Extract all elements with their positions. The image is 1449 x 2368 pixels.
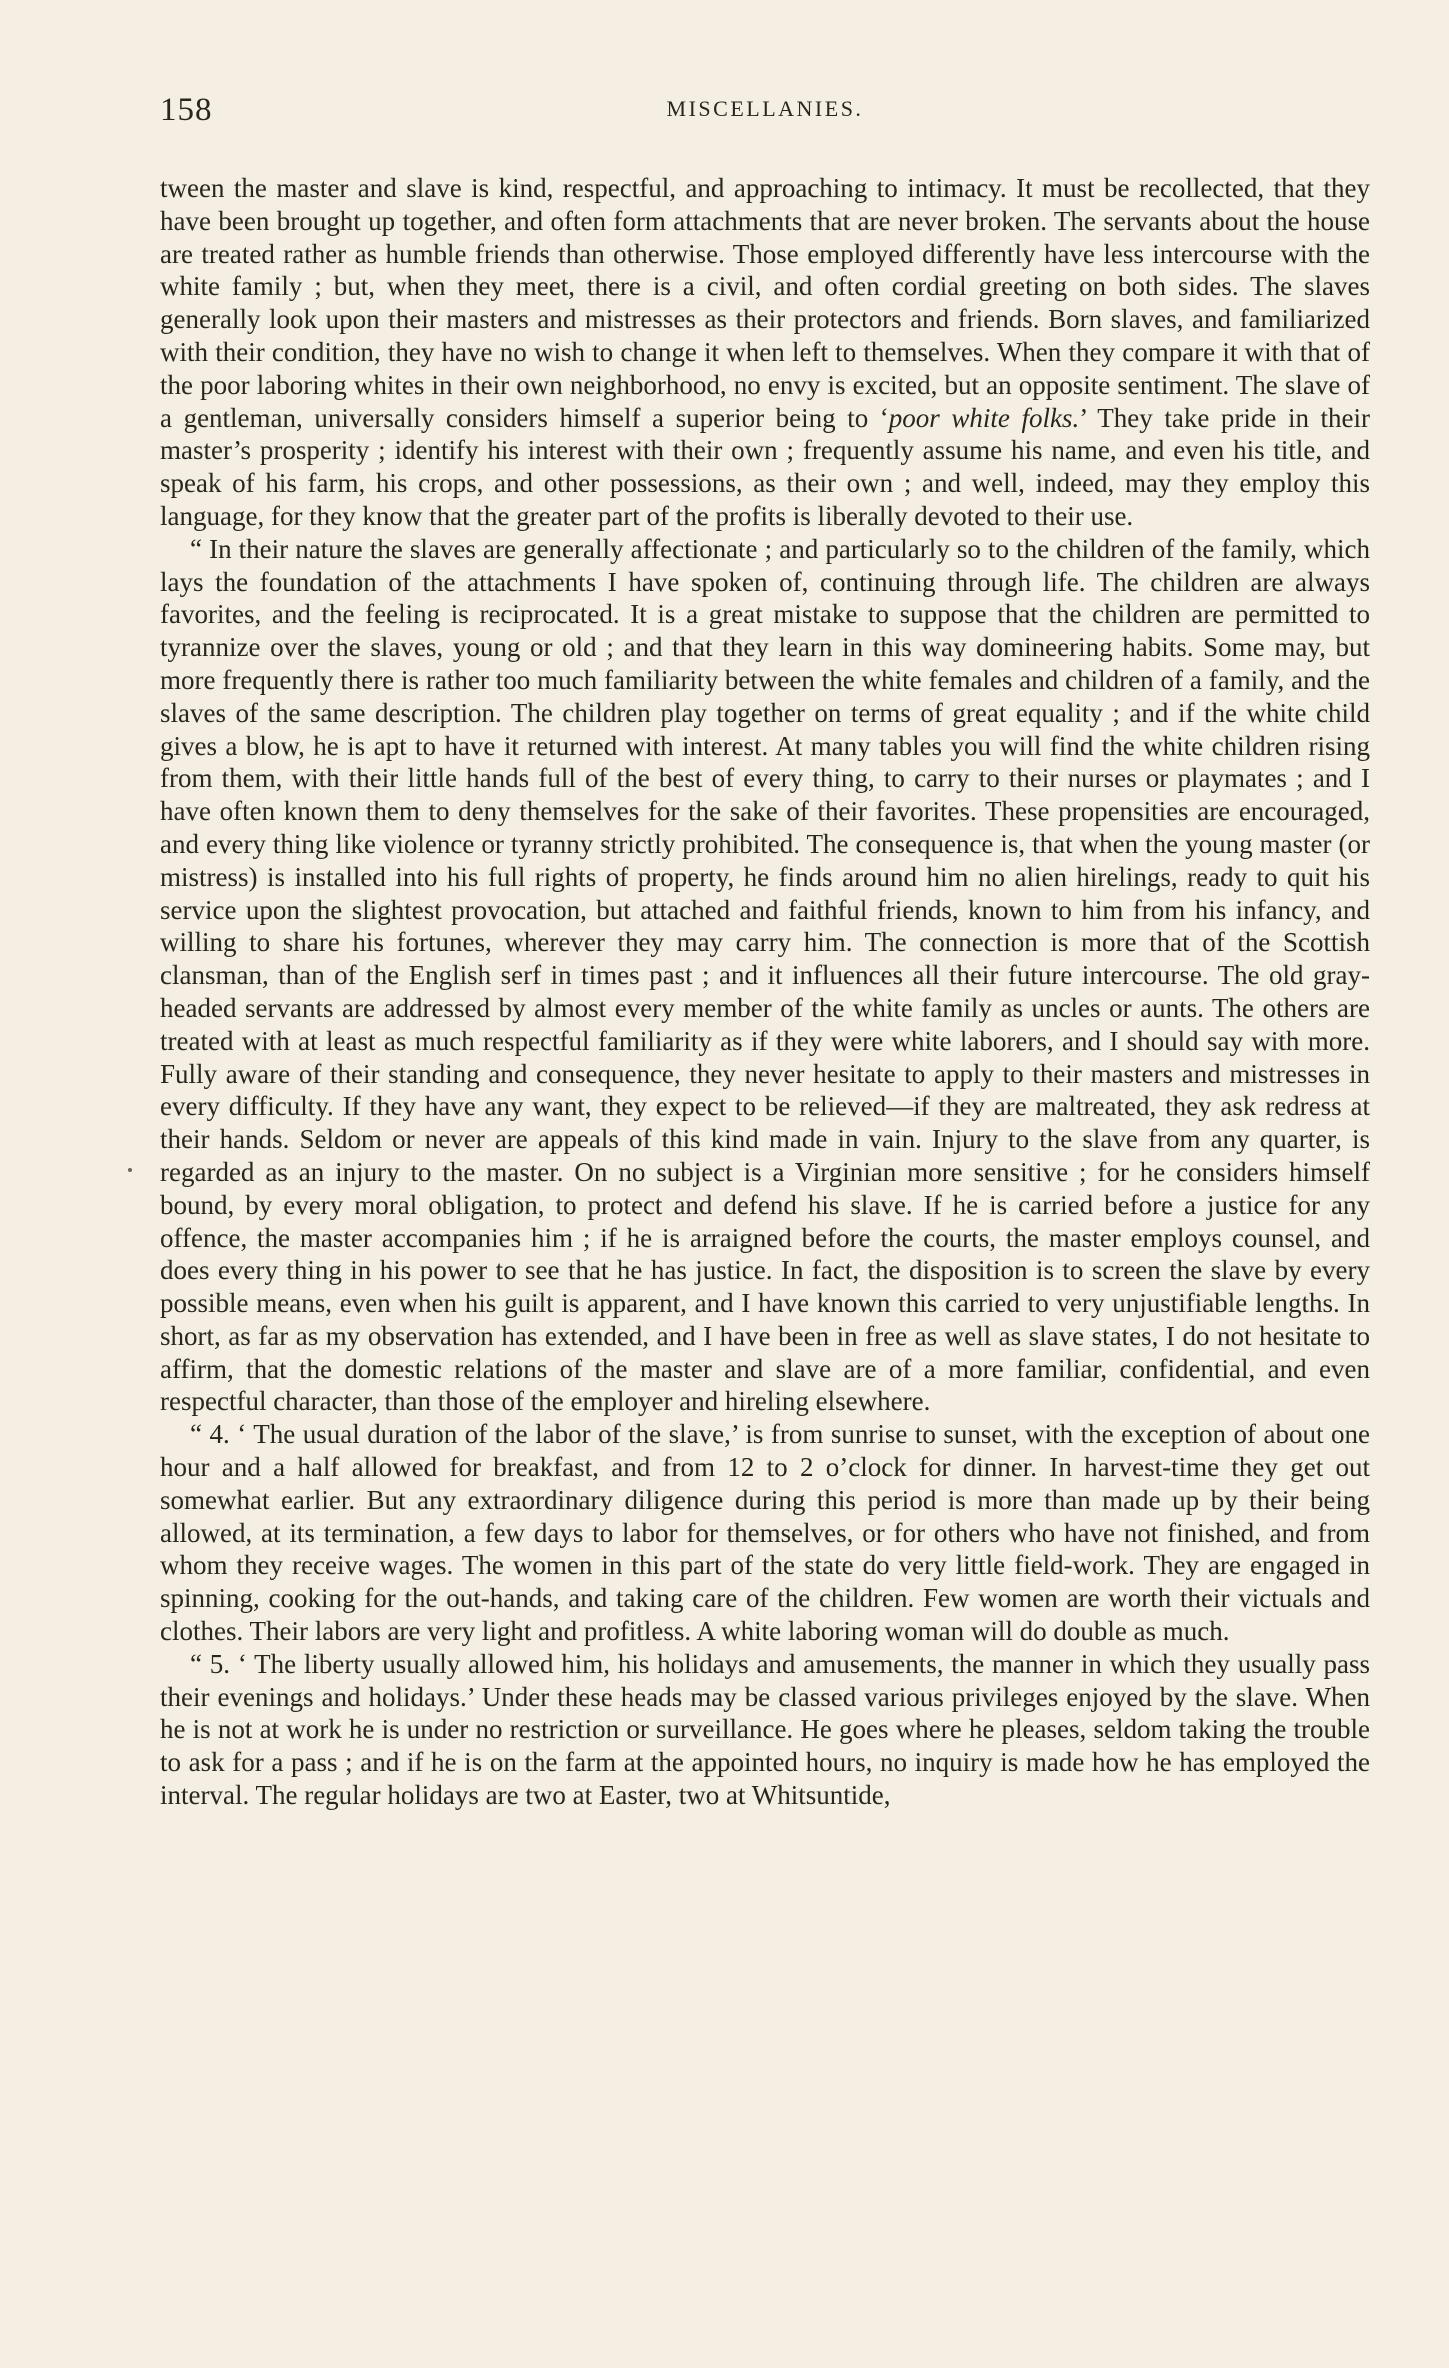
paragraph-text: “ 5. ‘ The liberty usually allowed him, his holidays and amusements, the manner in which they usually pass their evenings and holidays.’ Under these heads may be classed various privileges enjoyed by the slave. When he is not at work he is under no restriction or surveillance. He goes where he pleases, seldom taking the trouble to ask for a pass ; and if he is on the farm at the appointed hours, no inquiry is made how he has employed the interval. The regular holidays are two at Easter, two at Whitsuntide, [160,1648,1370,1811]
body-text [160,172,1370,1812]
running-head [160,92,1370,132]
margin-mark [128,1168,132,1172]
paragraph [160,1648,1370,1812]
paragraph [160,172,1370,533]
paragraph [160,533,1370,1419]
paragraph-text: “ In their nature the slaves are generally affectionate ; and particularly so to the children of the family, which lays the foundation of the attachments I have spoken of, continuing through life. The children are always favorites, and the feeling is reciprocated. It is a great mistake to suppose that the children are permitted to tyrannize over the slaves, young or old ; and that they learn in this way domineering habits. Some may, but more frequently there is rather too much familiarity between the white females and children of a family, and the slaves of the same description. The children play together on terms of great equality ; and if the white child gives a blow, he is apt to have it returned with interest. At many tables you will find the white children rising from them, with their little hands full of the best of every thing, to carry to their nurses or playmates ; and I have often known them to deny themselves for the sake of their favorites. These propensities are encouraged, and every thing like violence or tyranny strictly prohibited. The consequence is, that when the young master (or mistress) is installed into his full rights of property, he finds around him no alien hirelings, ready to quit his service upon the slightest provocation, but attached and faithful friends, known to him from his infancy, and willing to share his fortunes, wherever they may carry him. The connection is more that of the Scottish clansman, than of the English serf in times past ; and it influences all their future intercourse. The old gray-headed servants are addressed by almost every member of the white family as uncles or aunts. The others are treated with at least as much respectful familiarity as if they were white laborers, and I should say with more. Fully aware of their standing and consequence, they never hesitate to apply to their masters and mistresses in every difficulty. If they have any want, they expect to be relieved—if they are maltreated, they ask redress at their hands. Seldom or never are appeals of this kind made in vain. Injury to the slave from any quarter, is regarded as an injury to the master. On no subject is a Virginian more sensitive ; for he considers himself bound, by every moral obligation, to protect and defend his slave. If he is carried before a justice for any offence, the master accompanies him ; if he is arraigned before the courts, the master employs counsel, and does every thing in his power to see that he has justice. In fact, the disposition is to screen the slave by every possible means, even when his guilt is apparent, and I have known this carried to very unjustifiable lengths. In short, as far as my observation has extended, and I have been in free as well as slave states, I do not hesitate to affirm, that the domestic relations of the master and slave are of a more familiar, confidential, and even respectful character, than those of the employer and hireling elsewhere. [160,533,1370,1417]
italic-phrase: poor white folks. [888,402,1080,433]
running-title: MISCELLANIES. [666,96,864,121]
paragraph-text: ’ They take pride in their master’s prosperity ; identify his interest with their own ; frequently assume his name, and even his title, and speak of his farm, his crops, and other possessions, as their own ; and well, indeed, may they employ this language, for they know that the greater part of the profits is liberally devoted to their use. [160,402,1371,531]
page-number: 158 [160,92,213,128]
paragraph [160,1418,1370,1648]
paragraph-text: “ 4. ‘ The usual duration of the labor of the slave,’ is from sunrise to sunset, with the exception of about one hour and a half allowed for breakfast, and from 12 to 2 o’clock for dinner. In harvest-time they get out somewhat earlier. But any extraordinary diligence during this period is more than made up by their being allowed, at its termination, a few days to labor for themselves, or for others who have not finished, and from whom they receive wages. The women in this part of the state do very little field-work. They are engaged in spinning, cooking for the out-hands, and taking care of the children. Few women are worth their victuals and clothes. Their labors are very light and profitless. A white laboring woman will do double as much. [160,1419,1370,1647]
paragraph-text: tween the master and slave is kind, respectful, and approaching to intimacy. It must be recollected, that they have been brought up together, and often form attachments that are never broken. The servants about the house are treated rather as humble friends than otherwise. Those employed differently have less intercourse with the white family ; but, when they meet, there is a civil, and often cordial greeting on both sides. The slaves generally look upon their masters and mistresses as their protectors and friends. Born slaves, and familiarized with their condition, they have no wish to change it when left to themselves. When they compare it with that of the poor laboring whites in their own neighborhood, no envy is excited, but an opposite sentiment. The slave of a gentleman, universally considers himself a superior being to ‘ [160,173,1370,433]
